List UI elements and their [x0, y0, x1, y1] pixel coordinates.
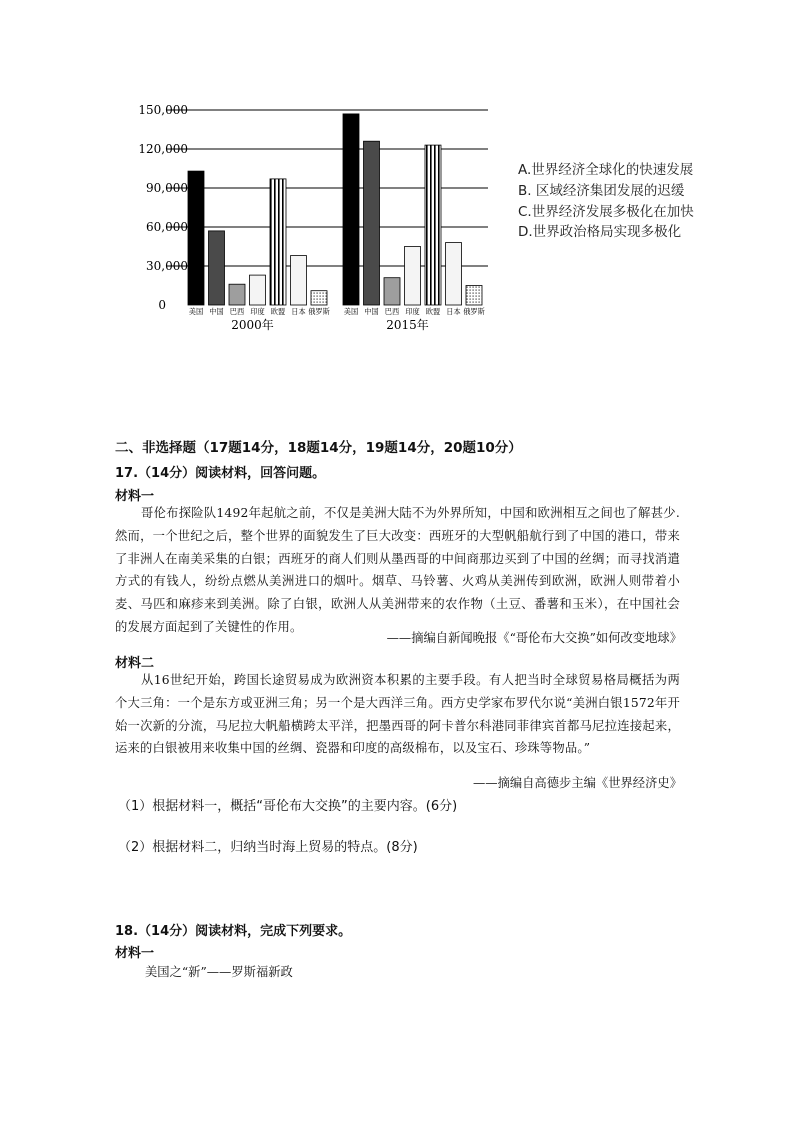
bar-2000-3 — [250, 275, 266, 305]
y-tick-label: 120,000 — [138, 142, 188, 156]
x-category-label: 欧盟 — [270, 307, 286, 316]
x-category-label: 中国 — [364, 307, 379, 316]
x-category-label: 印度 — [250, 307, 265, 316]
q18-material1-label: 材料一 — [115, 946, 155, 961]
bar-2015-6 — [466, 286, 482, 306]
q17-material1-text: 哥伦布探险队1492年起航之前，不仅是美洲大陆不为外界所知，中国和欧洲相互之间也了解甚少.然而，一个世纪之后，整个世界的面貌发生了巨大改变：西班牙的大型帆船航行到了中国的港口，带来了非洲人在南美采集的白银；西班牙的商人们则从墨西哥的中间商那边买到了中国的丝绸；而寻找消遣方式的有钱人，纷纷点燃从美洲进口的烟叶。烟草、马铃薯、火鸡从美洲传到欧洲，欧洲人则带着小麦、马匹和麻疹来到美洲。除了白银，欧洲人从美洲带来的农作物（土豆、番薯和玉米），在中国社会的发展方面起到了关键性的作用。 — [115, 506, 680, 634]
bar-2015-0 — [343, 114, 359, 305]
x-category-label: 美国 — [343, 307, 359, 316]
x-category-label: 日本 — [446, 307, 461, 316]
y-tick-label: 60,000 — [146, 220, 188, 234]
x-category-label: 美国 — [188, 307, 204, 316]
x-category-label: 巴西 — [229, 307, 245, 316]
q17-subquestion-2: （2）根据材料二，归纳当时海上贸易的特点。(8分) — [118, 840, 418, 855]
q18-material1-line: 美国之“新”——罗斯福新政 — [145, 965, 293, 979]
group-label: 2000年 — [231, 318, 274, 332]
bar-2000-6 — [311, 291, 327, 305]
group-label: 2015年 — [386, 318, 429, 332]
x-category-label: 欧盟 — [425, 307, 441, 316]
y-tick-label: 30,000 — [146, 259, 188, 273]
q17-material1-source: ——摘编自新闻晚报《“哥伦布大交换”如何改变地球》 — [386, 631, 682, 645]
x-category-label: 巴西 — [384, 307, 400, 316]
q17-material1-label: 材料一 — [115, 489, 155, 504]
x-category-label: 印度 — [405, 307, 420, 316]
bar-2015-4 — [425, 145, 441, 305]
bar-2000-1 — [209, 231, 225, 305]
y-tick-label: 150,000 — [138, 103, 188, 117]
bar-2000-2 — [229, 284, 245, 305]
gdp-bar-chart — [130, 100, 500, 340]
bar-2000-5 — [291, 256, 307, 305]
bar-2015-2 — [384, 278, 400, 305]
q17-subquestion-1: （1）根据材料一，概括“哥伦布大交换”的主要内容。(6分) — [118, 799, 458, 814]
y-tick-label: 0 — [158, 298, 166, 312]
option-a: A.世界经济全球化的快速发展 — [518, 162, 694, 178]
bar-2000-4 — [270, 179, 286, 305]
q17-material2-label: 材料二 — [115, 656, 155, 671]
option-d: D.世界政治格局实现多极化 — [518, 224, 682, 241]
q17-material2-source: ——摘编自高德步主编《世界经济史》 — [472, 776, 682, 790]
bar-2015-3 — [405, 247, 421, 306]
bar-2015-5 — [446, 243, 462, 305]
x-category-label: 日本 — [291, 307, 306, 316]
q17-material2-text: 从16世纪开始，跨国长途贸易成为欧洲资本积累的主要手段。有人把当时全球贸易格局概括为两个大三角：一个是东方或亚洲三角；另一个是大西洋三角。西方史学家布罗代尔说“美洲白银1572年开始一次新的分流，马尼拉大帆船横跨太平洋，把墨西哥的阿卡普尔科港同菲律宾首都马尼拉连接起来，运来的白银被用来收集中国的丝绸、瓷器和印度的高级棉布，以及宝石、珍珠等物品。” — [115, 673, 680, 756]
question-18-title: 18.（14分）阅读材料，完成下列要求。 — [115, 924, 352, 939]
section-title: 二、非选择题（17题14分，18题14分，19题14分，20题10分） — [115, 440, 522, 456]
x-category-label: 中国 — [209, 307, 224, 316]
question-17-title: 17.（14分）阅读材料，回答问题。 — [115, 466, 326, 481]
bar-2000-0 — [188, 171, 204, 305]
option-b: B. 区域经济集团发展的迟缓 — [518, 182, 685, 199]
x-category-label: 俄罗斯 — [463, 307, 485, 316]
answer-options — [504, 160, 694, 243]
option-c: C.世界经济发展多极化在加快 — [518, 203, 694, 220]
y-tick-label: 90,000 — [146, 181, 188, 195]
x-category-label: 俄罗斯 — [308, 307, 330, 316]
bar-2015-1 — [364, 141, 380, 305]
